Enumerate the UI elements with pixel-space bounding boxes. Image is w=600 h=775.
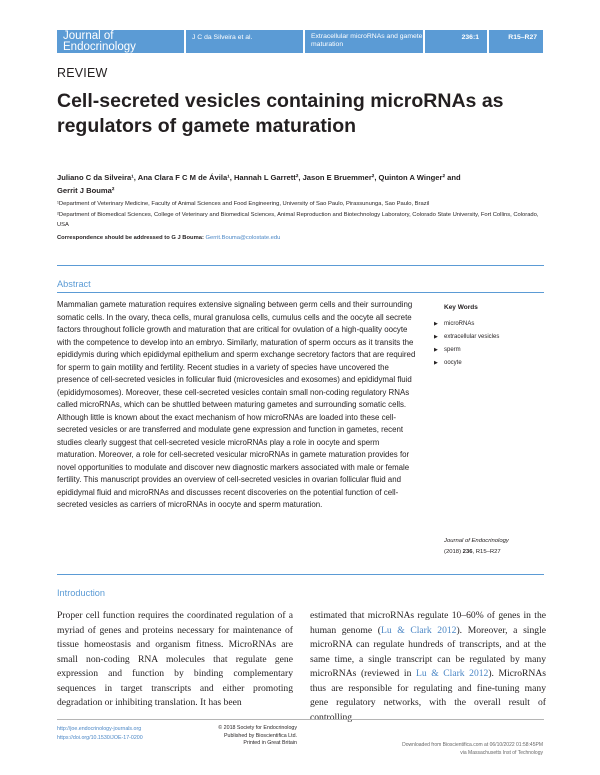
reference-link[interactable]: Lu & Clark 2012 [415, 668, 489, 679]
article-type: REVIEW [57, 66, 108, 80]
triangle-bullet-icon: ▶ [434, 321, 438, 327]
keyword-item [434, 344, 499, 357]
affiliation-1: ¹Department of Veterinary Medicine, Faculty of Animal Sciences and Food Engineering, University of Sao Paulo, Pirassununga, Sao Paulo, Brazil [57, 201, 430, 207]
citation-details: (2018) 236, R15–R27 [444, 548, 501, 555]
affiliations [57, 199, 552, 231]
author-line: Juliano C da Silveira¹, Ana Clara F C M de Ávila¹, Hannah L Garrett², Jason E Bruemmer², Quinton A Winger² and [57, 173, 461, 182]
intro-right-column: estimated that microRNAs regulate 10–60% of genes in the human genome (Lu & Clark 2012). Moreover, a single microRNA can regulate hundreds of transcripts, and at the same time, a single transcript can be regulated by many microRNAs (reviewed in Lu & Clark 2012). MicroRNAs thus are responsible for regulating and fine-tuning many gene regulatory networks, with the overall result of controlling [310, 610, 546, 723]
keyword-label: sperm [444, 347, 461, 353]
doi-link[interactable]: https://doi.org/10.1530/JOE-17-0200 [57, 734, 143, 741]
page-range: R15–R27 [489, 30, 543, 53]
keyword-item [434, 331, 499, 344]
triangle-bullet-icon: ▶ [434, 360, 438, 366]
citation-journal: Journal of Endocrinology [444, 538, 509, 544]
correspondence-label: Correspondence should be addressed to G J Bouma: [57, 235, 204, 241]
introduction-heading: Introduction [57, 588, 106, 598]
running-authors: J C da Silveira et al. [186, 30, 303, 53]
triangle-bullet-icon: ▶ [434, 347, 438, 353]
author-line: Gerrit J Bouma² [57, 185, 115, 195]
footer-copyright: © 2018 Society for Endocrinology Published by Bioscientifica Ltd. Printed in Great Britain [218, 725, 297, 746]
affiliation-2: ²Department of Biomedical Sciences, College of Veterinary and Biomedical Sciences, Animal Reproduction and Biotechnology Laboratory, Colorado State University, Fort Collins, Colorado, USA [57, 211, 539, 228]
correspondence [57, 235, 280, 241]
introduction-top-rule [57, 574, 544, 575]
article-title: Cell-secreted vesicles containing microRNAs as regulators of gamete maturation [57, 90, 504, 137]
keyword-label: oocyte [444, 360, 462, 366]
keyword-label: extracellular vesicles [444, 334, 500, 340]
abstract-heading: Abstract [57, 279, 91, 289]
abstract-heading-rule [57, 292, 544, 293]
footer-rule [57, 719, 544, 720]
reference-link[interactable]: Lu & Clark 2012 [380, 624, 457, 636]
keywords-heading: Key Words [444, 304, 478, 311]
keyword-item [434, 318, 499, 331]
citation-block [444, 536, 509, 557]
intro-left-column: Proper cell function requires the coordinated regulation of a myriad of genes and proteins necessary for maintenance of tissue homeostasis and organism fitness. MicroRNAs are small non-coding RNA molecules that regulate gene expression and function by binding complementary sequences in target transcripts and either promoting degradation or inhibiting translation. It has been [57, 610, 293, 708]
running-title: Extracellular microRNAs and gamete maturation [305, 30, 423, 53]
journal-url-link[interactable]: http://joe.endocrinology-journals.org [57, 726, 142, 732]
footer-links [57, 725, 143, 742]
abstract-text: Mammalian gamete maturation requires extensive signaling between germ cells and their surrounding somatic cells. In the ovary, theca cells, mural granulosa cells, cumulus cells and the oocyte all secrete factors throughout follicle growth and maturation that are critical for ovulation of a high-quality oocyte with the competence to develop into an embryo. Similarly, maturation of sperm occurs as it transits the epididymis during which epididymal epithelium and sperm exchange secretory factors that are required for sperm to gain motility and fertility. Recent studies in a variety of species have uncovered the presence of cell-secreted vesicles in follicular fluid (microvesicles and exosomes) and epididymal fluid (epididymosomes). Moreover, these cell-secreted vesicles contain small non-coding regulatory RNAs called microRNAs, which can be shuttled between maturing gametes and surrounding somatic cells. Although little is known about the exact mechanism of how microRNAs are loaded into these cell-secreted vesicles or are transferred and modulate gene expression and function in gametes, recent studies clearly suggest that cell-secreted vesicle microRNAs play a role in oocyte and sperm maturation. Moreover, a role for cell-secreted vesicular microRNAs in gamete maturation provides for novel opportunities to modulate and discover new diagnostic markers associated with male or female fertility. This manuscript provides an overview of cell-secreted vesicles in ovarian follicular fluid and epididymal fluid and microRNAs and discusses recent discoveries on the potential function of cell-secreted vesicles as carriers of microRNAs in oocyte and sperm maturation. [57, 300, 416, 509]
correspondence-email-link[interactable]: Gerrit.Bouma@colostate.edu [205, 235, 281, 241]
keywords-list [434, 318, 499, 370]
abstract-top-rule [57, 265, 544, 266]
keyword-label: microRNAs [444, 321, 475, 327]
journal-name-banner: Journal of Endocrinology [57, 30, 184, 53]
download-notice: Downloaded from Bioscientifica.com at 06/10/2022 01:58:45PM via Massachusetts Inst of Technology [402, 742, 543, 756]
triangle-bullet-icon: ▶ [434, 334, 438, 340]
volume-issue: 236:1 [425, 30, 487, 53]
keyword-item [434, 357, 499, 370]
author-list [57, 172, 547, 197]
